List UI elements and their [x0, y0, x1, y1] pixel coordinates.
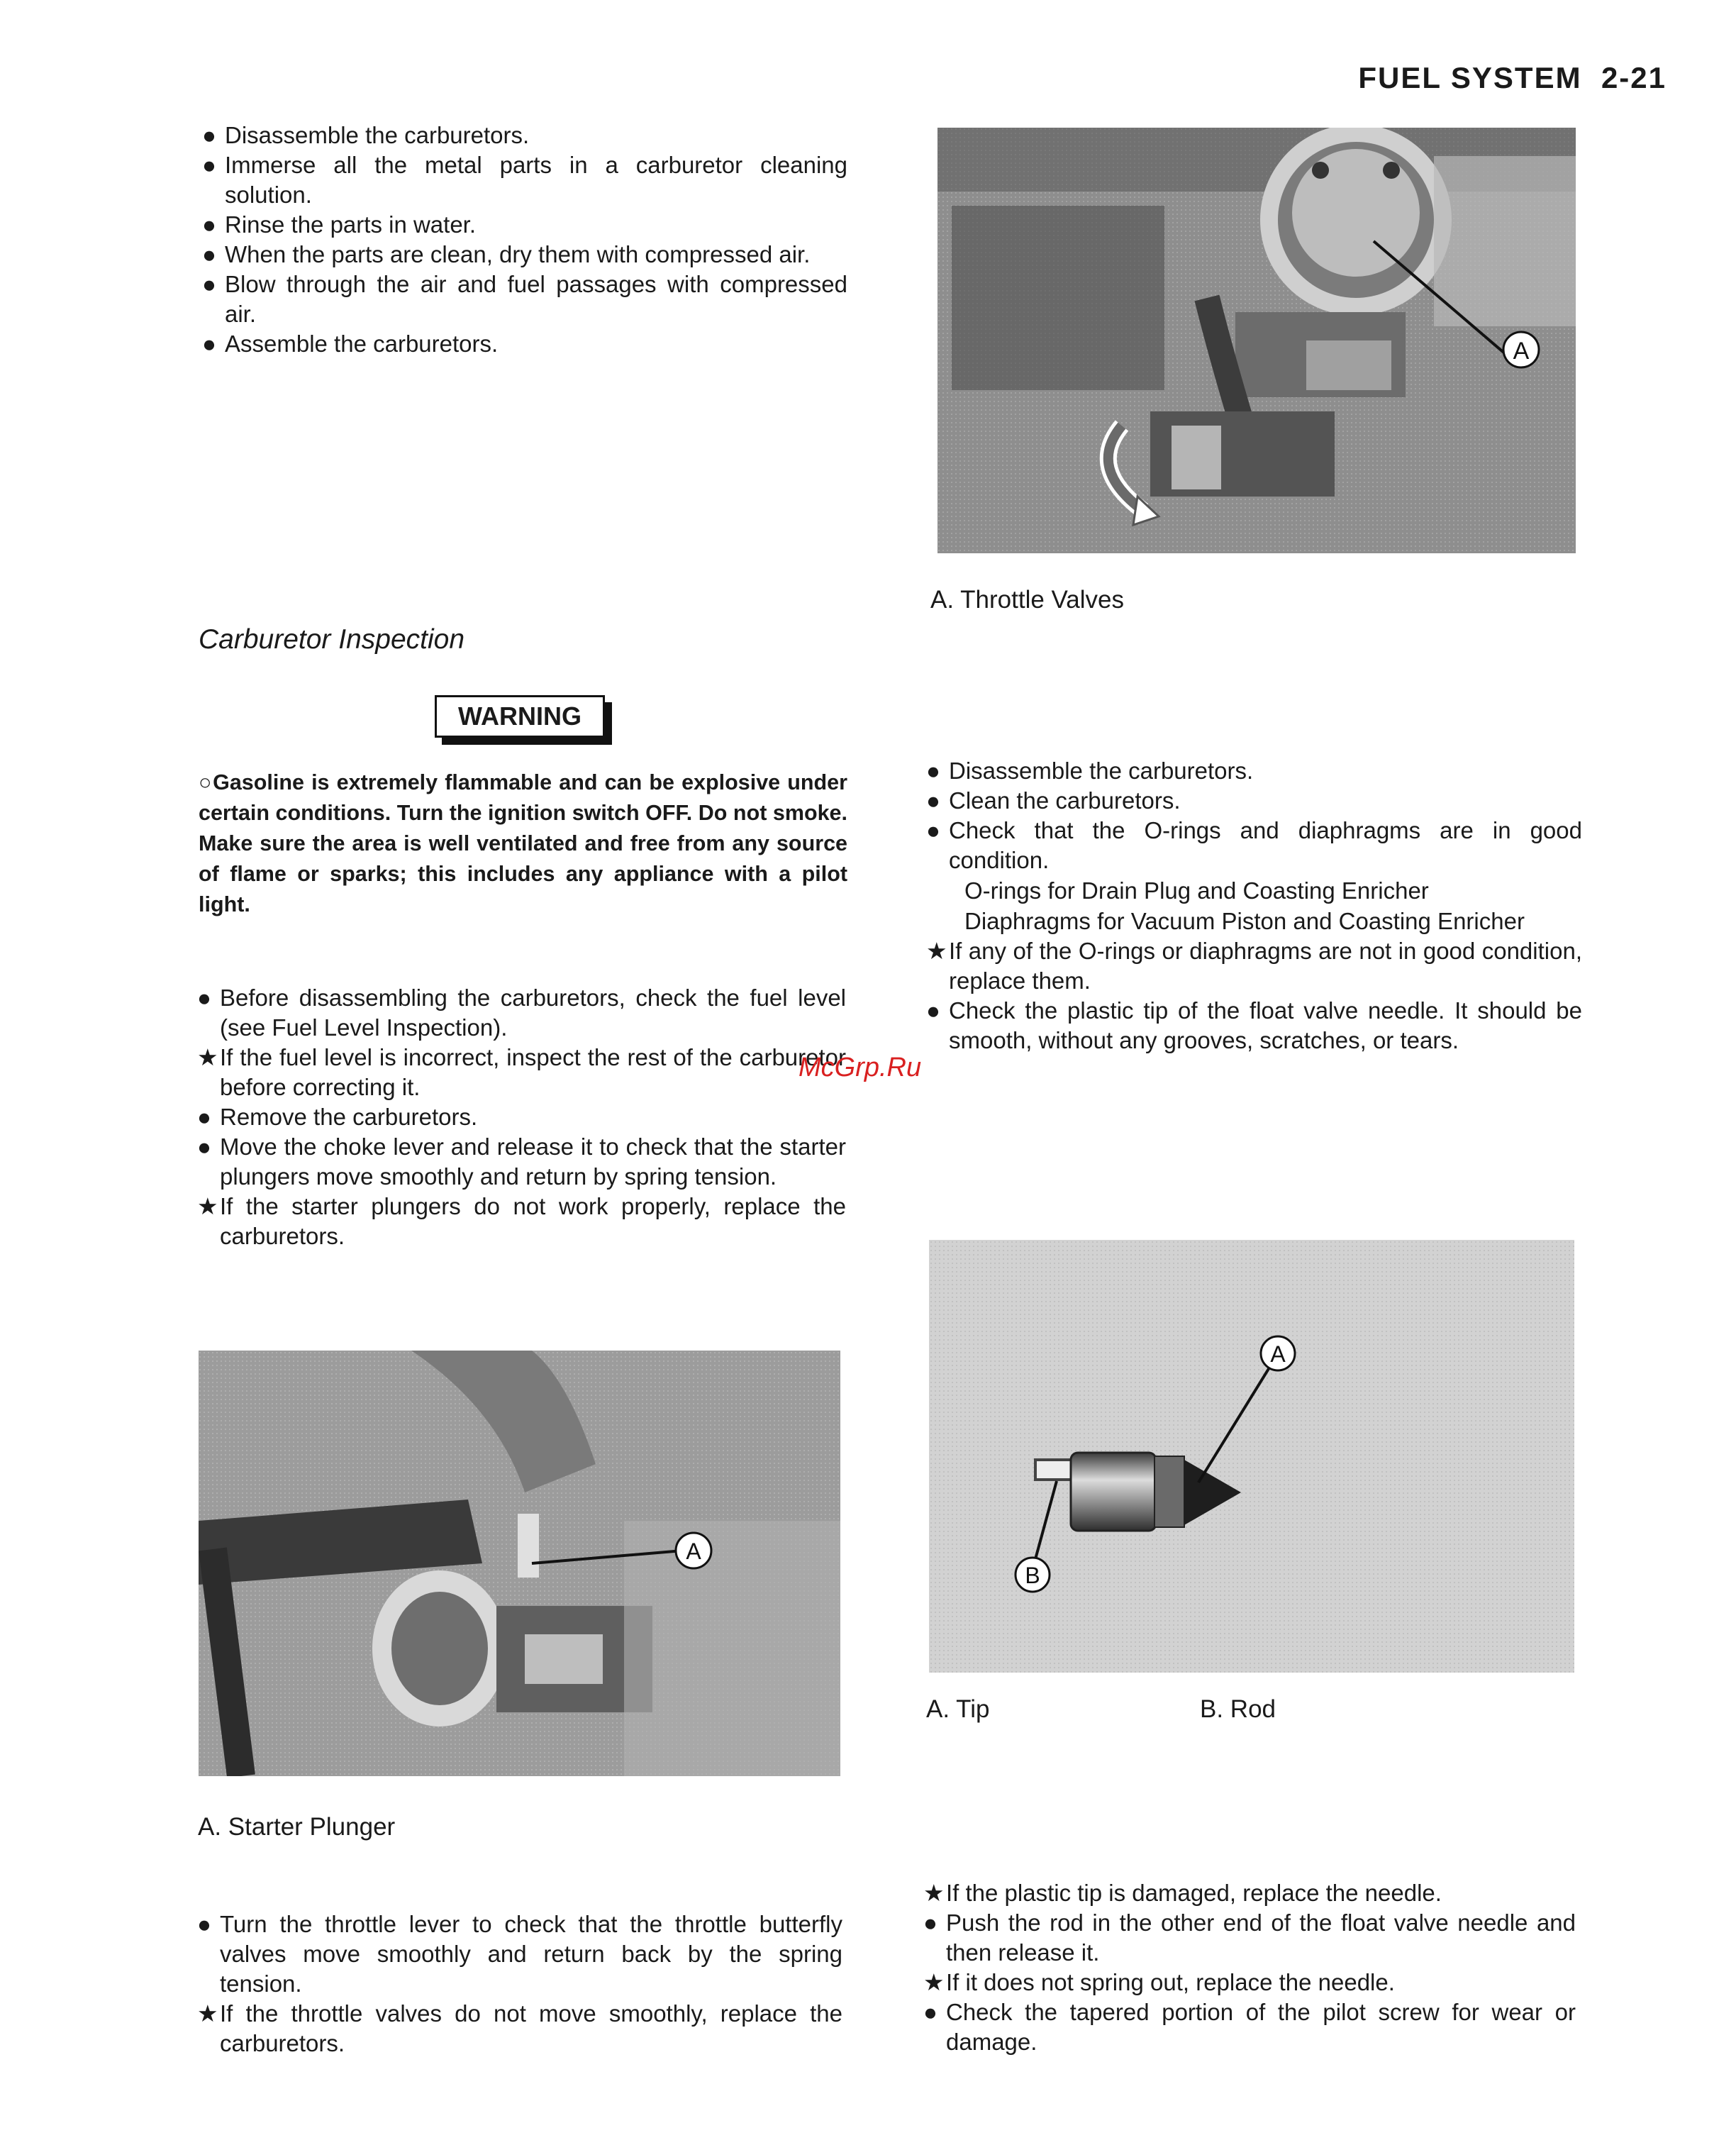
list-item-text: Move the choke lever and release it to check that the starter plungers move smoothly and return by spring tension.: [220, 1134, 846, 1190]
list-item-text: Immerse all the metal parts in a carburetor cleaning solution.: [225, 152, 847, 208]
list-item-text: Before disassembling the carburetors, check the fuel level (see Fuel Level Inspection).: [220, 985, 846, 1041]
throttle-valves-photo: [937, 128, 1576, 553]
bullet-mark: ●: [197, 1911, 211, 1937]
page-header: [1269, 61, 1667, 95]
list-item-text: If any of the O-rings or diaphragms are not in good condition, replace them.: [949, 938, 1582, 994]
bullet-mark: ★: [197, 2000, 218, 2027]
bullet-mark: ●: [202, 331, 216, 357]
list-item: [926, 996, 1582, 1055]
list-item: [197, 1102, 846, 1132]
list-item: [202, 270, 847, 329]
list-item-text: Push the rod in the other end of the float valve needle and then release it.: [946, 1910, 1576, 1966]
tip-caption: A. Tip: [926, 1695, 990, 1723]
bullet-mark: ●: [926, 997, 940, 1024]
list-item-text: Remove the carburetors.: [220, 1104, 478, 1130]
list-item: [202, 210, 847, 240]
float-valve-needle-illustration: [929, 1240, 1574, 1673]
list-item: [923, 1878, 1576, 1908]
bullet-mark: ★: [197, 1193, 218, 1219]
bullet-mark: ●: [926, 817, 940, 843]
list-item: [197, 1999, 842, 2058]
bullet-mark: ●: [926, 758, 940, 784]
list-item-text: Disassemble the carburetors.: [949, 758, 1254, 784]
bullet-mark: ●: [202, 152, 216, 178]
list-item-text: If the starter plungers do not work properly, replace the carburetors.: [220, 1193, 846, 1249]
list-item: [926, 786, 1582, 816]
bullet-mark: ●: [197, 1104, 211, 1130]
bullet-mark: ●: [926, 787, 940, 814]
list-item: [926, 756, 1582, 786]
section-title: Carburetor Inspection: [199, 624, 465, 655]
inspection-steps-list: [197, 983, 846, 1251]
bullet-mark: ★: [197, 1044, 218, 1070]
throttle-check-list: [197, 1910, 842, 2058]
list-item-text: Rinse the parts in water.: [225, 211, 477, 238]
list-item-text: Blow through the air and fuel passages with compressed air.: [225, 271, 847, 327]
list-item-text: Check the plastic tip of the float valve needle. It should be smooth, without any grooves, scratches, or tears.: [949, 997, 1582, 1053]
warning-label: WARNING: [435, 695, 605, 738]
callout-a: A: [1513, 338, 1530, 365]
clean-steps-list: [926, 756, 1582, 875]
cleaning-steps-list: [202, 121, 847, 359]
float-valve-needle-photo: [929, 1240, 1574, 1673]
list-item: [923, 1968, 1576, 1997]
watermark: McGrp.Ru: [799, 1053, 922, 1082]
needle-check-list: [926, 936, 1582, 1055]
bullet-mark: ★: [923, 1880, 945, 1906]
bullet-mark: ●: [923, 1910, 937, 1936]
list-item-text: Turn the throttle lever to check that the throttle butterfly valves move smoothly and return back by the spring tension.: [220, 1911, 842, 1997]
list-item: [197, 1192, 846, 1251]
callout-a: A: [1270, 1341, 1286, 1367]
bullet-mark: ★: [923, 1969, 945, 1995]
throttle-valves-illustration: [937, 128, 1576, 553]
list-item-text: If it does not spring out, replace the needle.: [946, 1969, 1395, 1995]
bullet-mark: ●: [202, 271, 216, 297]
bullet-mark: ●: [197, 1134, 211, 1160]
list-item: [197, 983, 846, 1043]
list-item-text: Disassemble the carburetors.: [225, 122, 530, 148]
list-item-text: Check the tapered portion of the pilot screw for wear or damage.: [946, 1999, 1576, 2055]
warning-mark: ○: [199, 770, 213, 794]
list-item: [197, 1043, 846, 1102]
needle-replace-list: [923, 1878, 1576, 2057]
bullet-mark: ●: [202, 241, 216, 267]
list-item: [197, 1910, 842, 1999]
list-item: [202, 240, 847, 270]
list-item-text: If the fuel level is incorrect, inspect the rest of the carburetor before correcting it.: [220, 1044, 846, 1100]
list-item: [202, 329, 847, 359]
starter-plunger-illustration: [199, 1351, 840, 1776]
list-item-text: When the parts are clean, dry them with compressed air.: [225, 241, 811, 267]
list-item: [926, 936, 1582, 996]
starter-plunger-photo: [199, 1351, 840, 1776]
warning-text: [199, 767, 847, 920]
bullet-mark: ●: [202, 122, 216, 148]
starter-plunger-caption: A. Starter Plunger: [198, 1813, 396, 1841]
bullet-mark: ●: [202, 211, 216, 238]
list-item-text: If the plastic tip is damaged, replace the needle.: [946, 1880, 1442, 1906]
list-item: [202, 150, 847, 210]
list-item: [197, 1132, 846, 1192]
list-item: [923, 1997, 1576, 2057]
right-inspection-block: [926, 756, 1582, 1055]
list-item: [926, 816, 1582, 875]
page-number: 2-21: [1601, 61, 1667, 94]
list-item: [202, 121, 847, 150]
rod-caption: B. Rod: [1200, 1695, 1276, 1723]
list-item-text: If the throttle valves do not move smoothly, replace the carburetors.: [220, 2000, 842, 2056]
diaphragm-list-line: Diaphragms for Vacuum Piston and Coasting Enricher: [964, 908, 1525, 934]
bullet-mark: ●: [923, 1999, 937, 2025]
bullet-mark: ★: [926, 938, 947, 964]
oring-list-line: O-rings for Drain Plug and Coasting Enricher: [964, 877, 1429, 904]
header-section: FUEL SYSTEM: [1358, 61, 1582, 94]
list-item-text: Clean the carburetors.: [949, 787, 1181, 814]
throttle-valves-caption: A. Throttle Valves: [930, 586, 1124, 614]
list-item-text: Check that the O-rings and diaphragms are in good condition.: [949, 817, 1582, 873]
list-item-text: Assemble the carburetors.: [225, 331, 499, 357]
callout-b: B: [1025, 1563, 1040, 1588]
callout-a: A: [686, 1539, 701, 1564]
warning-body: Gasoline is extremely flammable and can be explosive under certain conditions. Turn the ignition switch OFF. Do not smoke. Make sure the area is well ventilated and free from any source of flame or sparks; this includes any appliance with a pilot light.: [199, 770, 847, 916]
list-item: [923, 1908, 1576, 1968]
bullet-mark: ●: [197, 985, 211, 1011]
